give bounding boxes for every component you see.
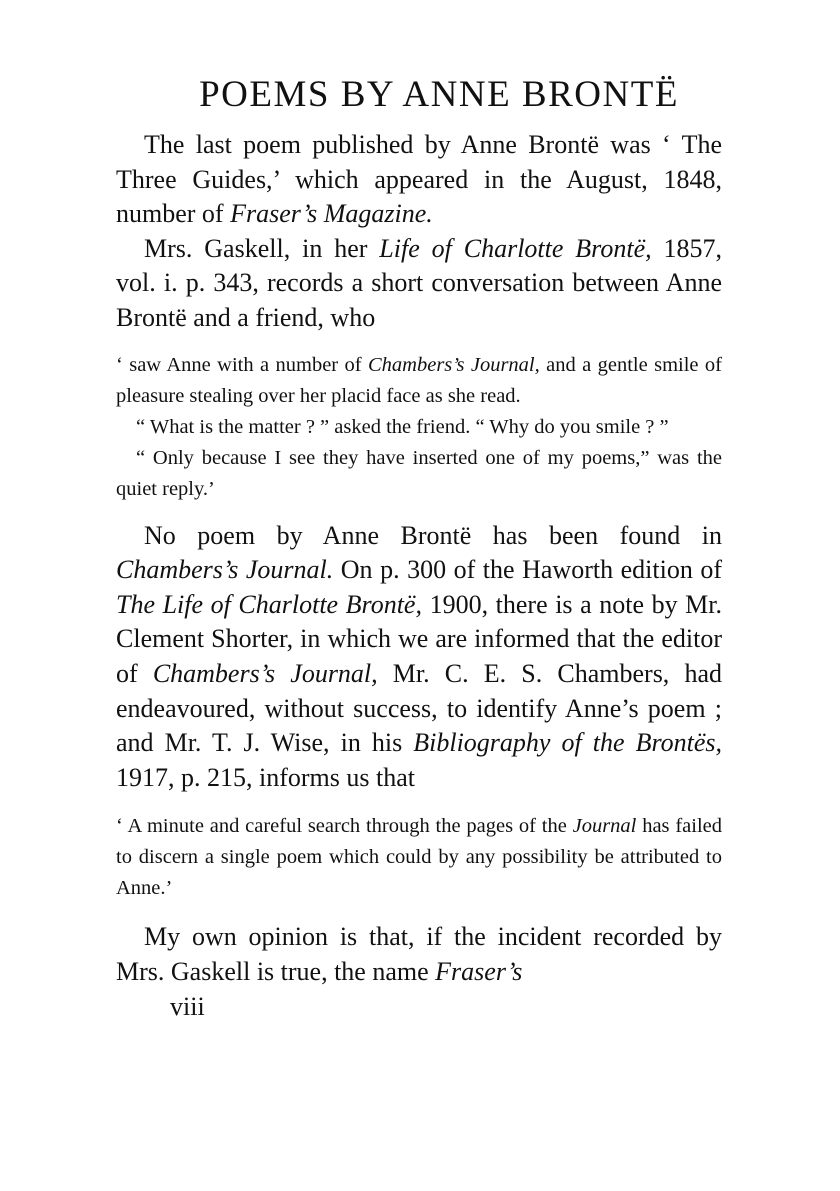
- paragraph-3-italic-c: Chambers’s Journal,: [152, 658, 378, 688]
- paragraph-2: [116, 232, 722, 336]
- paragraph-3-italic-d: Bibliography of the Brontës,: [413, 728, 722, 758]
- quotation-block-1: [116, 350, 722, 505]
- paragraph-3-text-d: Mr. C. E. S. Chambers, had endeavoured, without success, to identify Anne’s poem ; and Mr. T. J. Wise, in his: [116, 658, 722, 758]
- paragraph-2-text-b: 1857, vol. i. p. 343, records a short conversation between Anne Brontë and a friend, who: [116, 233, 722, 332]
- paragraph-3-italic-a: Chambers’s Journal.: [116, 555, 334, 585]
- quotation-1-line-2: “ What is the matter ? ” asked the friend. “ Why do you smile ? ”: [136, 415, 669, 438]
- paragraph-3: [116, 519, 722, 796]
- paragraph-3-text-a: No poem by Anne Brontë has been found in: [144, 520, 722, 550]
- quotation-2-italic-journal: Journal: [572, 815, 637, 838]
- quotation-1-italic-journal: Chambers’s Journal,: [368, 353, 540, 376]
- quotation-block-2: [116, 811, 722, 904]
- quotation-1-text-b: and a gentle smile of pleasure stealing over her placid face as she read.: [116, 353, 723, 407]
- quotation-1-text-a: ‘ saw Anne with a number of: [116, 353, 368, 376]
- page: [116, 72, 722, 1024]
- quotation-2: [116, 811, 722, 904]
- paragraph-1-italic-fraser: Fraser’s Magazine.: [230, 199, 433, 229]
- paragraph-1-text-a: The last poem published by Anne Brontë was ‘ The Three Guides,’ which appeared in the August, 1848, number of: [116, 130, 722, 229]
- paragraph-4: [116, 920, 722, 989]
- paragraph-2-italic-life: Life of Charlotte Brontë,: [379, 233, 652, 263]
- paragraph-2-text-a: Mrs. Gaskell, in her: [144, 233, 380, 263]
- quotation-1-line-1: [116, 350, 722, 412]
- page-title: POEMS BY ANNE BRONTË: [199, 74, 679, 115]
- paragraph-3-text-e: 1917, p. 215, informs us that: [116, 762, 415, 792]
- page-number: viii: [170, 991, 205, 1021]
- quotation-1-line-3: “ Only because I see they have inserted one of my poems,” was the quiet reply.’: [116, 446, 722, 500]
- paragraph-3-text-c: 1900, there is a note by Mr. Clement Shorter, in which we are informed that the editor of: [116, 589, 723, 688]
- paragraph-4-text-a: My own opinion is that, if the incident recorded by Mrs. Gaskell is true, the name: [116, 922, 722, 986]
- quotation-2-text-a: ‘ A minute and careful search through the pages of the: [116, 815, 573, 838]
- paragraph-3-italic-b: The Life of Charlotte Brontë,: [116, 589, 422, 619]
- paragraph-1: [116, 128, 722, 232]
- quotation-2-text-b: has failed to discern a single poem which could by any possibility be attributed to Anne.’: [116, 815, 722, 900]
- paragraph-4-italic-fraser: Fraser’s: [435, 956, 523, 986]
- paragraph-3-text-b: On p. 300 of the Haworth edition of: [333, 555, 722, 585]
